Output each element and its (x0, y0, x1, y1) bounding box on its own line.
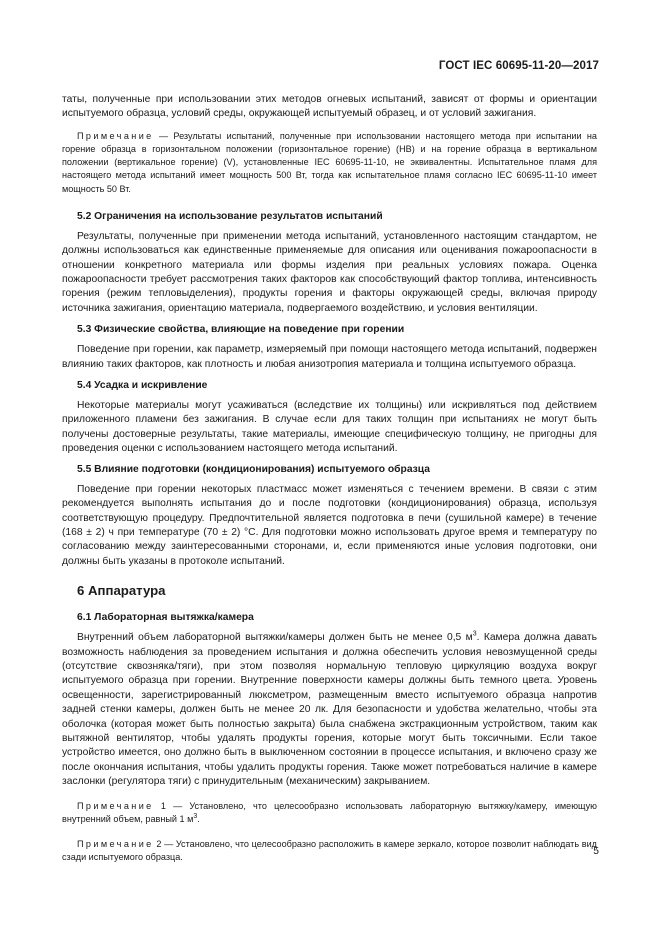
section-5-5-heading: 5.5 Влияние подготовки (кондиционирования) испытуемого образца (77, 463, 430, 475)
section-5-5-text: Поведение при горении некоторых пластмасс может изменяться с течением времени. В связи с этим рекомендуется выполнять испытания до и после подготовки (кондиционирования) образца, используя соответствующую процедуру. Предпочтительной является подготовка в печи (сушильной камере) в течение (168 ± 2) ч при температуре (70 ± 2) °С. Для подготовки можно использовать другое время и температуру по согласованию между заинтересованными сторонами, и, если применяются иные условия подготовки, они должны быть указаны в протоколе испытаний. (62, 483, 597, 567)
superscript-3: 3 (193, 812, 198, 820)
section-5-2-heading: 5.2 Ограничения на использование результатов испытаний (77, 210, 383, 222)
section-6-1-text-b: . Камера должна давать возможность наблюдения за проведением испытания и должна обеспечить условия невозмущенной среды (отсутствие сквозняка/тяги), при этом позволяя нормальную тепловую циркуляцию воздуха вокруг испытуемого образца при горении. Внутренние поверхности камеры должны быть темного цвета. Уровень освещенности, зарегистрированный люксметром, размещенным вместо испытуемого образца напротив задней стенки камеры, должен быть не менее 20 лк. Для безопасности и удобства желательно, чтобы эта оболочка (которая может быть полностью закрыта) была снабжена экстракционным устройством, таким как вытяжной вентилятор, чтобы удалять продукты горения, которые могут быть токсичными. Если такое устройство имеется, оно должно быть в выключенном состоянии в процессе испытания, и включено сразу же после окончания испытания, чтобы удалить продукты горения. Также может потребоваться наличие в камере заслонки (регулятора тяги) с принудительным (механическим) закрыванием. (62, 632, 597, 788)
section-5-4-heading: 5.4 Усадка и искривление (77, 380, 208, 392)
section-5-3-heading: 5.3 Физические свойства, влияющие на поведение при горении (77, 324, 405, 336)
document-code-header: ГОСТ IEC 60695-11-20—2017 (438, 60, 599, 72)
note-1-text-a: 1 — Установлено, что целесообразно использовать лабораторную вытяжку/камеру, имеющую внутренний объем, равный 1 м (62, 800, 597, 824)
superscript-3: 3 (472, 630, 477, 638)
section-6-1-text (62, 631, 597, 789)
page-content (62, 93, 597, 864)
intro-paragraph: таты, полученные при использовании этих методов огневых испытаний, зависят от формы и ориентации испытуемого образца, условий среды, окружающей испытуемый образец, и от условий зажигания. (62, 94, 597, 120)
note-label: Примечание (77, 130, 154, 141)
note-label: Примечание (77, 839, 154, 850)
note-intro (62, 130, 597, 196)
section-5-4-text: Некоторые материалы могут усаживаться (вследствие их толщины) или искривляться под действием приложенного пламени без зажигания. В случае если для таких толщин при испытаниях не могут быть получены достоверные результаты, такие материалы, имеющие специфическую толщину, не пригодны для проведения оценки с использованием настоящего метода испытаний. (62, 400, 597, 455)
note-1 (62, 800, 597, 826)
note-text: — Результаты испытаний, полученные при использовании настоящего метода при испытании на горение образца в горизонтальном положении (горизонтальное горение) (НВ) и на горение образца в вертикальном положении (вертикальное горение) (V), установленные IEC 60695-11-10, не эквивалентны. Испытательное пламя для настоящего метода испытаний имеет мощность 500 Вт, тогда как испытательное пламя согласно IEC 60695-11-10 имеет мощность 50 Вт. (62, 130, 597, 194)
section-5-2-text: Результаты, полученные при применении метода испытаний, установленного настоящим стандартом, не должны использоваться как единственные применяемые для описания или оценивания пожароопасности в отношении конкретного материала или формы изделия при реальных условиях пожара. Оценка пожароопасности требует рассмотрения таких факторов как способствующий фактор топлива, интенсивность горения (режим тепловыделения), продукты горения и факторы окружающей среды, включая природу источника зажигания, ориентацию материала, подвергаемого воздействию, и условия вентиляции. (62, 230, 597, 314)
note-1-text-b: . (197, 813, 200, 824)
note-label: Примечание (77, 800, 154, 811)
section-6-1-text-a: Внутренний объем лабораторной вытяжки/камеры должен быть не менее 0,5 м (77, 632, 473, 644)
note-2 (62, 838, 597, 864)
page-number: 5 (593, 846, 599, 857)
section-6-1-heading: 6.1 Лабораторная вытяжка/камера (77, 612, 254, 624)
note-2-text: 2 — Установлено, что целесообразно расположить в камере зеркало, которое позволит наблюдать вид сзади испытуемого образца. (62, 839, 597, 863)
section-6-heading: 6 Аппаратура (77, 583, 166, 599)
section-5-3-text: Поведение при горении, как параметр, измеряемый при помощи настоящего метода испытаний, подвержен влиянию таких факторов, как плотность и любая анизотропия материала и толщина испытуемого образца. (62, 344, 597, 370)
